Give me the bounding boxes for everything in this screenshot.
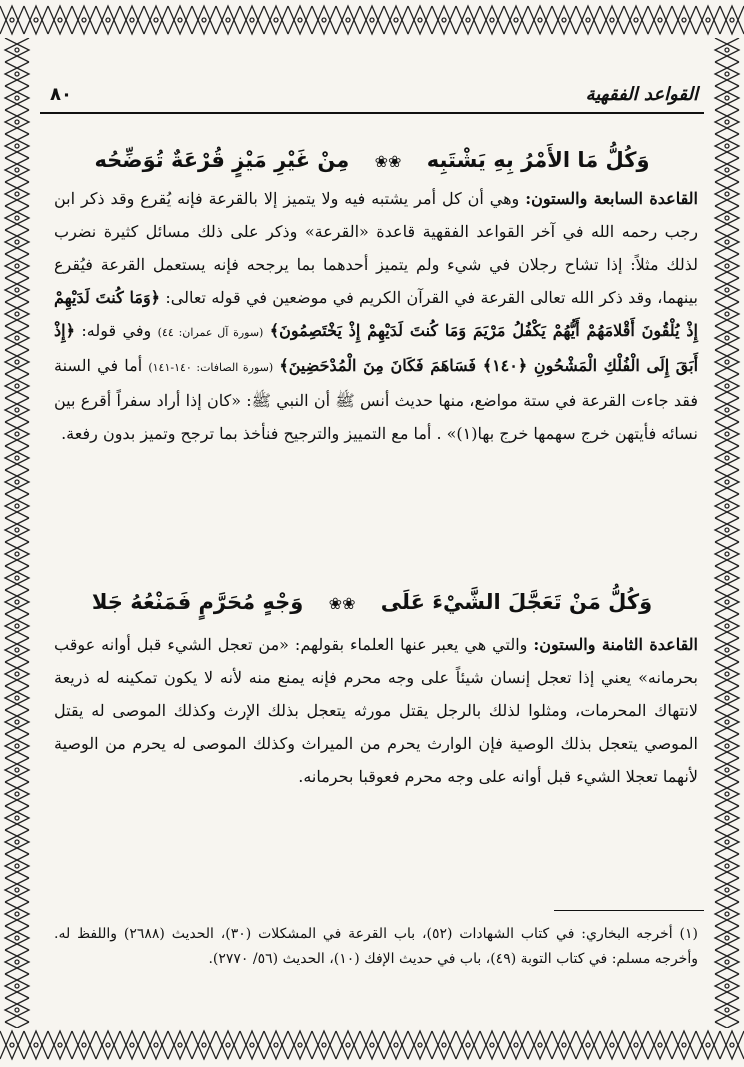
footnote: (١) أخرجه البخاري: في كتاب الشهادات (٥٢)، باب القرعة في المشكلات (٣٠)، الحديث (٢٦٨٨) واللفظ له. وأخرجه مسلم: في كتاب التوبة (٤٩)، باب في حديث الإفك (١٠)، الحديث (٥٦/ ٢٧٧٠). <box>54 926 698 967</box>
rule-67-heading: القاعدة السابعة والستون: <box>525 189 698 208</box>
verse-1-left-hemistich: مِنْ غَيْرِ مَيْزٍ قُرْعَةٌ تُوَضِّحُه <box>94 148 350 172</box>
decorative-border-bottom <box>0 1025 744 1067</box>
rule-67-text-3: أما في السنة فقد جاءت القرعة في ستة مواضع، منها حديث أنس ﷺ أن النبي ﷺ: «كان إذا أراد سفراً أقرع بين نسائه فأيتهن خرج سهمها خرج بها(١)» . أما مع التمييز والترجيح فنأخذ بما ترجح وتميز بدون رفعة. <box>54 356 698 443</box>
decorative-border-top <box>0 0 744 42</box>
flower-ornament-icon: ❀❀ <box>374 152 402 171</box>
flower-ornament-icon: ❀❀ <box>328 594 356 613</box>
book-page <box>40 70 704 1030</box>
rule-67-text-2: وفي قوله: <box>81 321 152 340</box>
quran-reference-1: (سورة آل عمران: ٤٤) <box>157 326 264 339</box>
poem-verse-1 <box>40 148 704 172</box>
rule-68-paragraph <box>54 628 698 793</box>
quran-reference-2: (سورة الصافات: ١٤٠-١٤١) <box>148 361 274 374</box>
quran-quote-1: ﴿وَمَا كُنتَ لَدَيْهِمْ إِذْ يُلْقُونَ أَقْلامَهُمْ أَيُّهُمْ يَكْفُلُ مَرْيَمَ وَمَا كُنتَ لَدَيْهِمْ إِذْ يَخْتَصِمُونَ﴾ <box>54 288 698 340</box>
running-title: القواعد الفقهية <box>585 84 698 105</box>
verse-2-right-hemistich: وَكُلُّ مَنْ تَعَجَّلَ الشَّيْءَ عَلَى <box>380 590 653 614</box>
decorative-border-right <box>710 38 744 1028</box>
verse-2-left-hemistich: وَجْهٍ مُحَرَّمٍ فَمَنْعُهُ جَلا <box>91 590 304 614</box>
quran-quote-2: ﴿إِذْ أَبَقَ إِلَى الْفُلْكِ الْمَشْحُونِ ﴿١٤٠﴾ فَسَاهَمَ فَكَانَ مِنَ الْمُدْحَضِينَ﴾ <box>54 321 699 375</box>
page-number: ٨٠ <box>50 84 72 105</box>
poem-verse-2 <box>40 590 704 614</box>
verse-1-right-hemistich: وَكُلُّ مَا الأَمْرُ بِهِ يَشْتَبِه <box>426 148 650 172</box>
rule-68-heading: القاعدة الثامنة والستون: <box>533 635 698 654</box>
rule-67-text-1: وهي أن كل أمر يشتبه فيه ولا يتميز إلا بالقرعة فإنه يُقرع وقد ذكر ابن رجب رحمه الله في آخر القواعد الفقهية قاعدة «القرعة» وذكر على ذلك مسائل كثيرة نضرب لذلك مثلاً: إذا تشاح رجلان في شيء ولم يتميز أحدهما بما يرجحه فإنه يستعمل القرعة فيُقرع بينهما، وقد ذكر الله تعالى القرعة في القرآن الكريم في موضعين في قوله تعالى: <box>54 189 699 307</box>
footnote-divider <box>554 910 704 911</box>
rule-67-paragraph <box>54 182 698 450</box>
decorative-border-left <box>0 38 34 1028</box>
page-header <box>40 84 704 114</box>
rule-68-text: والتي هي يعبر عنها العلماء بقولهم: «من تعجل الشيء قبل أوانه عوقب بحرمانه» يعني إذا تعجل إنسان شيئاً على وجه محرم فإنه يمنع منه لأنه لا يكون تمكينه له ذريعة لانتهاك المحرمات، ومثلوا لذلك بالرجل يقتل مورثه يتعجل بذلك الإرث وكذلك الموصى له يقتل الموصي يتعجل بذلك الوصية فإن الوارث يحرم من الميراث وكذلك الموصى له يحرم من الوصية لأنهما تعجلا الشيء قبل أوانه على وجه محرم فعوقبا بحرمانه. <box>54 635 698 786</box>
